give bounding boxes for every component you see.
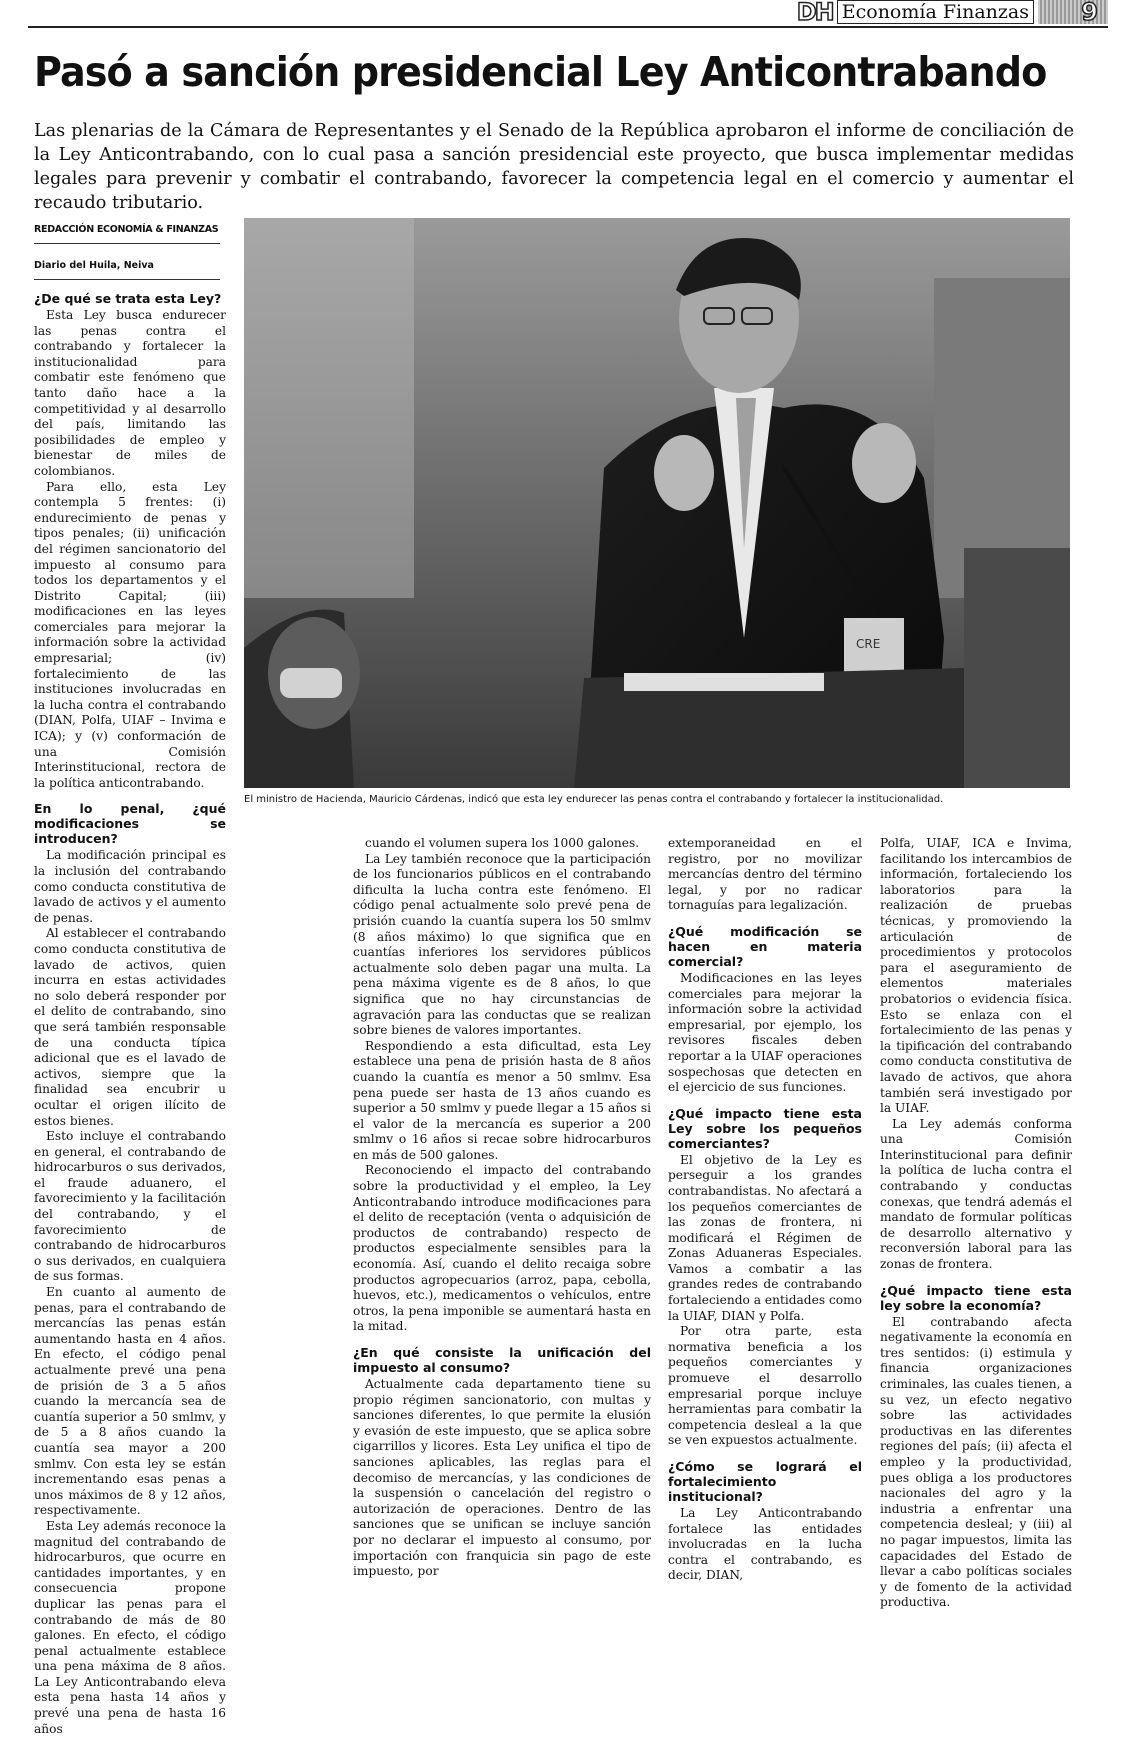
subhead: En lo penal, ¿qué modificaciones se introducen? — [34, 801, 226, 847]
photo-caption: El ministro de Hacienda, Mauricio Cárdenas, indicó que esta ley endurecer las penas contra el contrabando y fortalecer la institucionalidad. — [244, 794, 944, 805]
headline: Pasó a sanción presidencial Ley Anticontrabando — [34, 48, 1047, 96]
paragraph: Polfa, UIAF, ICA e Invima, facilitando los intercambios de información, fortaleciendo los laboratorios para la realización de pruebas técnicas, y promoviendo la articulación de procedimientos y protocolos para el aseguramiento de elementos materiales probatorios o evidencia física. Esto se enlaza con el fortalecimiento de las penas y la tipificación del contrabando como conducta constitutiva de lavado de activos, que ahora también será investigado por la UIAF. — [880, 836, 1072, 1116]
paragraph: extemporaneidad en el registro, por no movilizar mercancías dentro del término legal, y por no radicar tornaguías para legalización. — [668, 836, 862, 913]
paragraph: La Ley Anticontrabando fortalece las entidades involucradas en la lucha contra el contrabando, es decir, DIAN, — [668, 1506, 862, 1583]
paragraph: cuando el volumen supera los 1000 galones. — [365, 836, 640, 850]
paragraph: La Ley también reconoce que la participación de los funcionarios públicos en el contrabando dificulta la lucha contra este fenómeno. El código penal actualmente solo prevé pena de prisión cuando la cuantía supera los 50 smlmv (8 años máximo) lo que significa que en cuantías inferiores los servidores públicos actualmente solo deben pagar una multa. La pena máxima vigente es de 8 años, lo que significa que no hay circunstancias de agravación para las conductas que se realizan sobre bienes de valores importantes. — [353, 851, 651, 1038]
news-photo — [244, 218, 1070, 788]
paragraph: El contrabando afecta negativamente la economía en tres sentidos: (i) estimula y financia organizaciones criminales, las cuales tienen, a su vez, un efecto negativo sobre las actividades productivas en las diferentes regiones del país; (ii) afecta el empleo y la productividad, pues obliga a los productores nacionales del agro y la industria a enfrentar una competencia desleal; y (iii) al no pagar impuestos, limita las capacidades del Estado de llevar a cabo políticas sociales y de fomento de la actividad productiva. — [880, 1314, 1072, 1610]
column-3 — [668, 836, 862, 1584]
paragraph: Al establecer el contrabando como conducta constitutiva de lavado de activos, quien incurra en estas actividades no solo deberá responder por el delito de contrabando, sino que será también responsable de una conducta típica adicional que es el lavado de activos, siempre que la finalidad sea encubrir u ocultar el origen ilícito de estos bienes. — [34, 926, 226, 1128]
byline-author: REDACCIÓN ECONOMÍA & FINANZAS — [34, 224, 220, 244]
page-header — [28, 0, 1108, 28]
subhead: ¿Cómo se logrará el fortalecimiento institucional? — [668, 1459, 862, 1504]
paragraph: Para ello, esta Ley contempla 5 frentes: (i) endurecimiento de penas y tipos penales; (ii) unificación del régimen sancionatorio del impuesto al consumo para todos los departamentos y el Distrito Capital; (iii) modificaciones en las leyes comerciales para mejorar la información sobre la actividad empresarial; (iv) fortalecimiento de las instituciones involucradas en la lucha contra el contrabando (DIAN, Polfa, UIAF – Invima e ICA); y (v) conformación de una Comisión Interinstitucional, rectora de la política anticontrabando. — [34, 479, 226, 790]
photo-illustration — [244, 218, 1070, 788]
subhead: ¿De qué se trata esta Ley? — [34, 291, 222, 306]
section-name: Economía Finanzas — [837, 0, 1034, 24]
paragraph: Respondiendo a esta dificultad, esta Ley establece una pena de prisión hasta de 8 años cuando la cuantía es menor a 50 smlmv. Esa pena puede ser hasta de 13 años cuando es superior a 50 smlmv y puede llegar a 15 años si el valor de la mercancía es superior a 200 smlmv o 16 años si recae sobre hidrocarburos en más de 500 galones. — [353, 1038, 651, 1162]
subhead: ¿Qué modificación se hacen en materia comercial? — [668, 923, 862, 969]
paragraph: Esta Ley busca endurecer las penas contra el contrabando y fortalecer la institucionalidad para combatir este fenómeno que tanto daño hace a la competitividad y al desarrollo del país, limitando las posibilidades de empleo y bienestar de miles de colombianos. — [34, 308, 226, 478]
paragraph: En cuanto al aumento de penas, para el contrabando de mercancías las penas están aumentando hasta en 4 años. En efecto, el código penal actualmente prevé una pena de prisión de 3 a 5 años cuando la mercancía sea de cuantía superior a 50 smlmv, y de 5 a 8 años cuando la cuantía sea mayor a 200 smlmv. Con esta ley se están incrementando esas penas a unos máximos de 8 y 12 años, respectivamente. — [34, 1285, 226, 1518]
subhead: ¿En qué consiste la unificación del impuesto al consumo? — [353, 1345, 651, 1375]
paragraph: Esta Ley además reconoce la magnitud del contrabando de hidrocarburos, que ocurre en cantidades importantes, y en consecuencia propone duplicar las penas para el contrabando de más de 80 galones. En efecto, el código penal actualmente establece una pena máxima de 8 años. La Ley Anticontrabando eleva esta pena hasta 14 años y prevé una pena de hasta 16 años — [34, 1518, 226, 1736]
paragraph: La modificación principal es la inclusión del contrabando como conducta constitutiva de lavado de activos y el aumento de penas. — [34, 848, 226, 925]
paragraph: El objetivo de la Ley es perseguir a los grandes contrabandistas. No afectará a los pequeños comerciantes de las zonas de frontera, ni modificará el Régimen de Zonas Aduaneras Especiales. Vamos a combatir a las grandes redes de contrabando fortaleciendo a entidades como la UIAF, DIAN y Polfa. — [668, 1152, 863, 1323]
page-number-box — [1038, 0, 1108, 24]
column-4 — [880, 836, 1072, 1611]
byline-place: Diario del Huila, Neiva — [34, 260, 220, 280]
paragraph: La Ley además conforma una Comisión Interinstitucional para definir la política de lucha contra el contrabando y conductas conexas, que tendrá además el mandato de formular políticas de desarrollo alternativo y reconversión laboral para las zonas de frontera. — [880, 1116, 1072, 1272]
paragraph: Por otra parte, esta normativa beneficia a los pequeños comerciantes y promueve el desarrollo empresarial porque incluye herramientas para combatir la competencia desleal a la que se ven expuestos actualmente. — [668, 1324, 862, 1448]
subhead: ¿Qué impacto tiene esta Ley sobre los pequeños comerciantes? — [668, 1105, 862, 1151]
header-right — [797, 0, 1108, 24]
column-2 — [353, 836, 651, 1580]
newspaper-logo: DH — [796, 0, 833, 26]
paragraph: Modificaciones en las leyes comerciales para mejorar la información sobre la actividad empresarial, por ejemplo, los revisores fiscales deben reportar a la UIAF operaciones sospechosas que detecten en el ejercicio de sus funciones. — [668, 970, 862, 1095]
paragraph: Esto incluye el contrabando en general, el contrabando de hidrocarburos o sus derivados, el fraude aduanero, el favorecimiento y la facilitación del contrabando, y el favorecimiento de contrabando de hidrocarburos o sus derivados, en cualquiera de sus formas. — [34, 1129, 226, 1284]
column-1 — [34, 291, 226, 1737]
paragraph: Actualmente cada departamento tiene su propio régimen sancionatorio, con multas y sanciones diferentes, lo que permite la elusión y evasión de este impuesto, que se aplica sobre cigarrillos y licores. Esta Ley unifica el tipo de sanciones aplicables, las reglas para el decomiso de mercancías, y las condiciones de la suspensión o cancelación del registro o autorización de operaciones. Dentro de las sanciones que se unifican se incluye sanción por no declarar el impuesto al consumo, por importación con franquicia sin pago de este impuesto, por — [353, 1377, 651, 1579]
paragraph: Reconociendo el impacto del contrabando sobre la productividad y el empleo, la Ley Anticontrabando introduce modificaciones para el delito de receptación (venta o adquisición de productos de contrabando) respecto de productos especialmente sensibles para la economía. Así, cuando el delito recaiga sobre productos agropecuarios (arroz, papa, cebolla, huevos, etc.), medicamentos o vehículos, entre otros, la pena imponible se aumentará hasta en la mitad. — [353, 1163, 651, 1334]
podium-sign-text: CRE — [856, 637, 881, 651]
lede: Las plenarias de la Cámara de Representantes y el Senado de la República aprobaron el informe de conciliación de la Ley Anticontrabando, con lo cual pasa a sanción presidencial este proyecto, que busca implementar medidas legales para prevenir y combatir el contrabando, favorecer la competencia legal en el comercio y aumentar el recaudo tributario. — [34, 121, 1074, 213]
page-number: 9 — [1081, 0, 1098, 26]
subhead: ¿Qué impacto tiene esta ley sobre la economía? — [880, 1282, 1072, 1313]
